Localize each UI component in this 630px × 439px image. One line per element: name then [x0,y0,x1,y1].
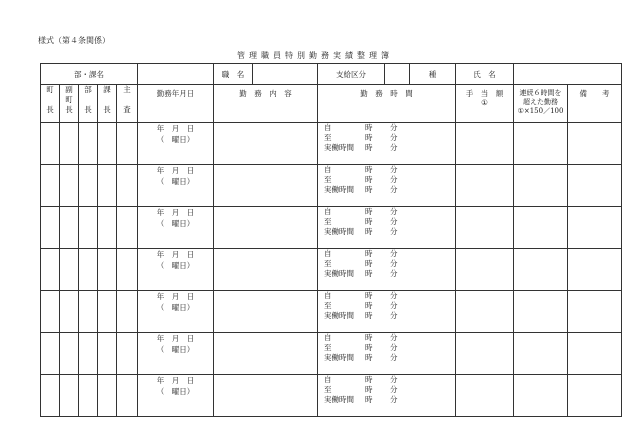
over-six-hours-cell[interactable] [514,165,568,207]
work-content-cell[interactable] [214,123,318,165]
name-field[interactable] [514,64,622,85]
stamp-cell[interactable] [117,207,138,249]
stamp-cell[interactable] [60,165,79,207]
table-row [41,291,622,333]
work-content-cell[interactable] [214,333,318,375]
document-title: 管理職員特別勤務実績整理簿 [237,51,393,60]
dept-field[interactable] [138,64,214,85]
work-date-header: 勤務年月日 [138,85,214,123]
stamp-cell[interactable] [79,333,98,375]
stamp-cell[interactable] [98,207,117,249]
approver-kacho: 課 長 [98,85,117,123]
job-title-field[interactable] [253,64,318,85]
over-six-hours-cell[interactable] [514,375,568,417]
stamp-cell[interactable] [79,249,98,291]
work-content-cell[interactable] [214,291,318,333]
table-row [41,165,622,207]
over-six-hours-cell[interactable] [514,249,568,291]
allowance-cell[interactable] [456,333,514,375]
work-date-cell[interactable]: 年 月 日 （ 曜日） [138,375,214,417]
job-title-label: 職 名 [214,64,253,85]
stamp-cell[interactable] [98,249,117,291]
stamp-cell[interactable] [60,291,79,333]
remarks-cell[interactable] [568,165,622,207]
approver-shusa: 主 査 [117,85,138,123]
stamp-cell[interactable] [41,165,60,207]
stamp-cell[interactable] [117,249,138,291]
remarks-header: 備 考 [568,85,622,123]
stamp-cell[interactable] [117,123,138,165]
stamp-cell[interactable] [41,291,60,333]
remarks-cell[interactable] [568,249,622,291]
over-six-hours-cell[interactable] [514,291,568,333]
allowance-cell[interactable] [456,291,514,333]
remarks-cell[interactable] [568,375,622,417]
stamp-cell[interactable] [98,375,117,417]
stamp-cell[interactable] [41,333,60,375]
work-time-cell[interactable]: 自 時 分 至 時 分 実働時間 時 分 [318,123,456,165]
stamp-cell[interactable] [117,291,138,333]
approver-bucho: 部 長 [79,85,98,123]
work-time-cell[interactable]: 自 時 分 至 時 分 実働時間 時 分 [318,249,456,291]
work-date-cell[interactable]: 年 月 日 （ 曜日） [138,123,214,165]
stamp-cell[interactable] [117,333,138,375]
table-row [41,249,622,291]
work-date-cell[interactable]: 年 月 日 （ 曜日） [138,291,214,333]
stamp-cell[interactable] [60,375,79,417]
over-six-hours-cell[interactable] [514,333,568,375]
stamp-cell[interactable] [98,333,117,375]
work-content-header: 勤 務 内 容 [214,85,318,123]
header-row-1 [41,64,622,85]
stamp-cell[interactable] [41,123,60,165]
header-row-2 [41,85,622,123]
remarks-cell[interactable] [568,291,622,333]
stamp-cell[interactable] [79,375,98,417]
work-content-cell[interactable] [214,207,318,249]
table-row [41,333,622,375]
work-content-cell[interactable] [214,249,318,291]
remarks-cell[interactable] [568,123,622,165]
allowance-cell[interactable] [456,207,514,249]
allowance-header: 手 当 額 ① [456,85,514,123]
form-label: 様式（第４条関係） [38,36,110,45]
stamp-cell[interactable] [79,123,98,165]
work-date-cell[interactable]: 年 月 日 （ 曜日） [138,165,214,207]
remarks-cell[interactable] [568,207,622,249]
table-row [41,375,622,417]
work-date-cell[interactable]: 年 月 日 （ 曜日） [138,249,214,291]
table-row [41,207,622,249]
remarks-cell[interactable] [568,333,622,375]
stamp-cell[interactable] [60,333,79,375]
work-content-cell[interactable] [214,375,318,417]
stamp-cell[interactable] [98,123,117,165]
stamp-cell[interactable] [60,249,79,291]
stamp-cell[interactable] [117,375,138,417]
name-label: 氏 名 [456,64,514,85]
stamp-cell[interactable] [98,291,117,333]
grade-label: 種 [410,64,456,85]
work-time-cell[interactable]: 自 時 分 至 時 分 実働時間 時 分 [318,375,456,417]
stamp-cell[interactable] [41,207,60,249]
work-time-cell[interactable]: 自 時 分 至 時 分 実働時間 時 分 [318,333,456,375]
allowance-cell[interactable] [456,375,514,417]
allowance-cell[interactable] [456,123,514,165]
work-time-cell[interactable]: 自 時 分 至 時 分 実働時間 時 分 [318,165,456,207]
work-time-cell[interactable]: 自 時 分 至 時 分 実働時間 時 分 [318,207,456,249]
stamp-cell[interactable] [98,165,117,207]
work-date-cell[interactable]: 年 月 日 （ 曜日） [138,333,214,375]
pay-class-label: 支給区分 [318,64,385,85]
stamp-cell[interactable] [60,207,79,249]
stamp-cell[interactable] [117,165,138,207]
over-six-hours-cell[interactable] [514,123,568,165]
work-date-cell[interactable]: 年 月 日 （ 曜日） [138,207,214,249]
work-time-cell[interactable]: 自 時 分 至 時 分 実働時間 時 分 [318,291,456,333]
pay-class-field[interactable] [385,64,410,85]
work-time-header: 勤 務 時 間 [318,85,456,123]
stamp-cell[interactable] [41,249,60,291]
dept-label: 部・課名 [41,64,138,85]
approver-chokucho: 町 長 [41,85,60,123]
stamp-cell[interactable] [79,207,98,249]
stamp-cell[interactable] [60,123,79,165]
over-six-hours-header: 連続６時間を 超えた勤務 ①×150／100 [514,85,568,123]
work-record-table [40,63,622,417]
allowance-cell[interactable] [456,165,514,207]
over-six-hours-cell[interactable] [514,207,568,249]
approver-fukucho: 副 町 長 [60,85,79,123]
table-row [41,123,622,165]
stamp-cell[interactable] [79,291,98,333]
stamp-cell[interactable] [79,165,98,207]
allowance-cell[interactable] [456,249,514,291]
work-content-cell[interactable] [214,165,318,207]
stamp-cell[interactable] [41,375,60,417]
